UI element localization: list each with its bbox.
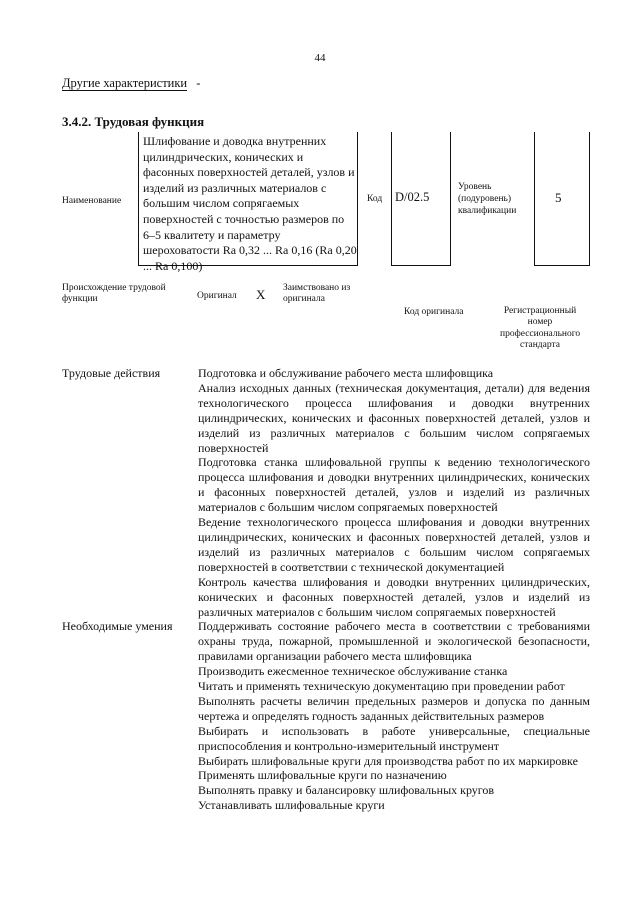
list-item: Контроль качества шлифования и доводки внутренних цилиндрических, конических и фасонных поверхностей деталей, узлов и изделий из различных материалов с большим числом сопрягаемых поверхностей xyxy=(198,574,590,619)
list-item: Ведение технологического процесса шлифования и доводки внутренних цилиндрических, конических и фасонных поверхностей деталей, узлов и изделий из различных материалов с большим числом сопрягаемых поверхностей в соответствии с технической документацией xyxy=(198,515,590,574)
labor-actions-row xyxy=(62,366,590,619)
qualification-level-value: 5 xyxy=(555,190,562,205)
function-name-box: Шлифование и доводка внутренних цилиндрических, конических и фасонных поверхностей деталей, узлов и изделий из различных материалов с большим числом сопрягаемых поверхностей с точностью размеров по 6–5 квалитету и параметру шероховатости Ra 0,32 ... Ra 0,16 (Ra 0,20 ... Ra 0,100) xyxy=(138,132,358,266)
list-item: Выбирать и использовать в работе универсальные, специальные приспособления и контрольно-измерительный инструмент xyxy=(198,723,590,753)
required-skills-row xyxy=(62,619,590,813)
qualification-level-label: Уровень (подуровень) квалификации xyxy=(458,182,517,216)
registration-number-label: Регистрационный номер профессионального стандарта xyxy=(500,306,581,351)
list-item: Устанавливать шлифовальные круги xyxy=(198,798,385,813)
borrowed-label: Заимствовано из оригинала xyxy=(283,283,351,305)
original-mark: X xyxy=(256,287,266,302)
list-item: Применять шлифовальные круги по назначению xyxy=(198,768,447,783)
list-item: Производить ежесменное техническое обслуживание станка xyxy=(198,664,508,679)
row-label: Необходимые умения xyxy=(62,619,173,634)
other-characteristics-value: - xyxy=(196,76,201,90)
code-label: Код xyxy=(367,194,383,204)
list-item: Выбирать шлифовальные круги для производства работ по их маркировке xyxy=(198,753,578,768)
list-item: Читать и применять техническую документацию при проведении работ xyxy=(198,679,565,694)
list-item: Подготовка станка шлифовальной группы к ведению технологического процесса шлифования и доводки внутренних цилиндрических, конических и фасонных поверхностей деталей, узлов и изделий из различных материалов с большим числом сопрягаемых поверхностей xyxy=(198,455,590,515)
name-label: Наименование xyxy=(62,196,122,206)
section-title: 3.4.2. Трудовая функция xyxy=(62,114,205,129)
other-characteristics-label: Другие характеристики xyxy=(62,76,188,90)
original-label: Оригинал xyxy=(197,291,237,301)
qualification-level-box xyxy=(534,132,590,266)
origin-label: Происхождение трудовой функции xyxy=(62,283,166,305)
row-items xyxy=(198,619,590,813)
other-characteristics xyxy=(62,76,200,91)
row-items xyxy=(198,366,590,619)
function-details xyxy=(62,366,590,813)
code-original-label: Код оригинала xyxy=(404,307,464,317)
list-item: Анализ исходных данных (техническая документация, детали) для ведения технологического процесса шлифования и доводки внутренних цилиндрических, конических и фасонных поверхностей деталей, узлов и изделий из различных материалов с большим числом сопрягаемых поверхностей xyxy=(198,380,590,455)
list-item: Выполнять расчеты величин предельных размеров и допуска по данным чертежа и определять годность заданных действительных размеров xyxy=(198,693,590,723)
page-number: 44 xyxy=(314,52,326,64)
code-value: D/02.5 xyxy=(395,190,430,204)
row-label: Трудовые действия xyxy=(62,366,161,380)
list-item: Поддерживать состояние рабочего места в соответствии с требованиями охраны труда, пожарной, промышленной и экологической безопасности, правилами организации рабочего места шлифовщика xyxy=(198,619,590,664)
list-item: Подготовка и обслуживание рабочего места шлифовщика xyxy=(198,366,494,380)
list-item: Выполнять правку и балансировку шлифовальных кругов xyxy=(198,783,495,798)
